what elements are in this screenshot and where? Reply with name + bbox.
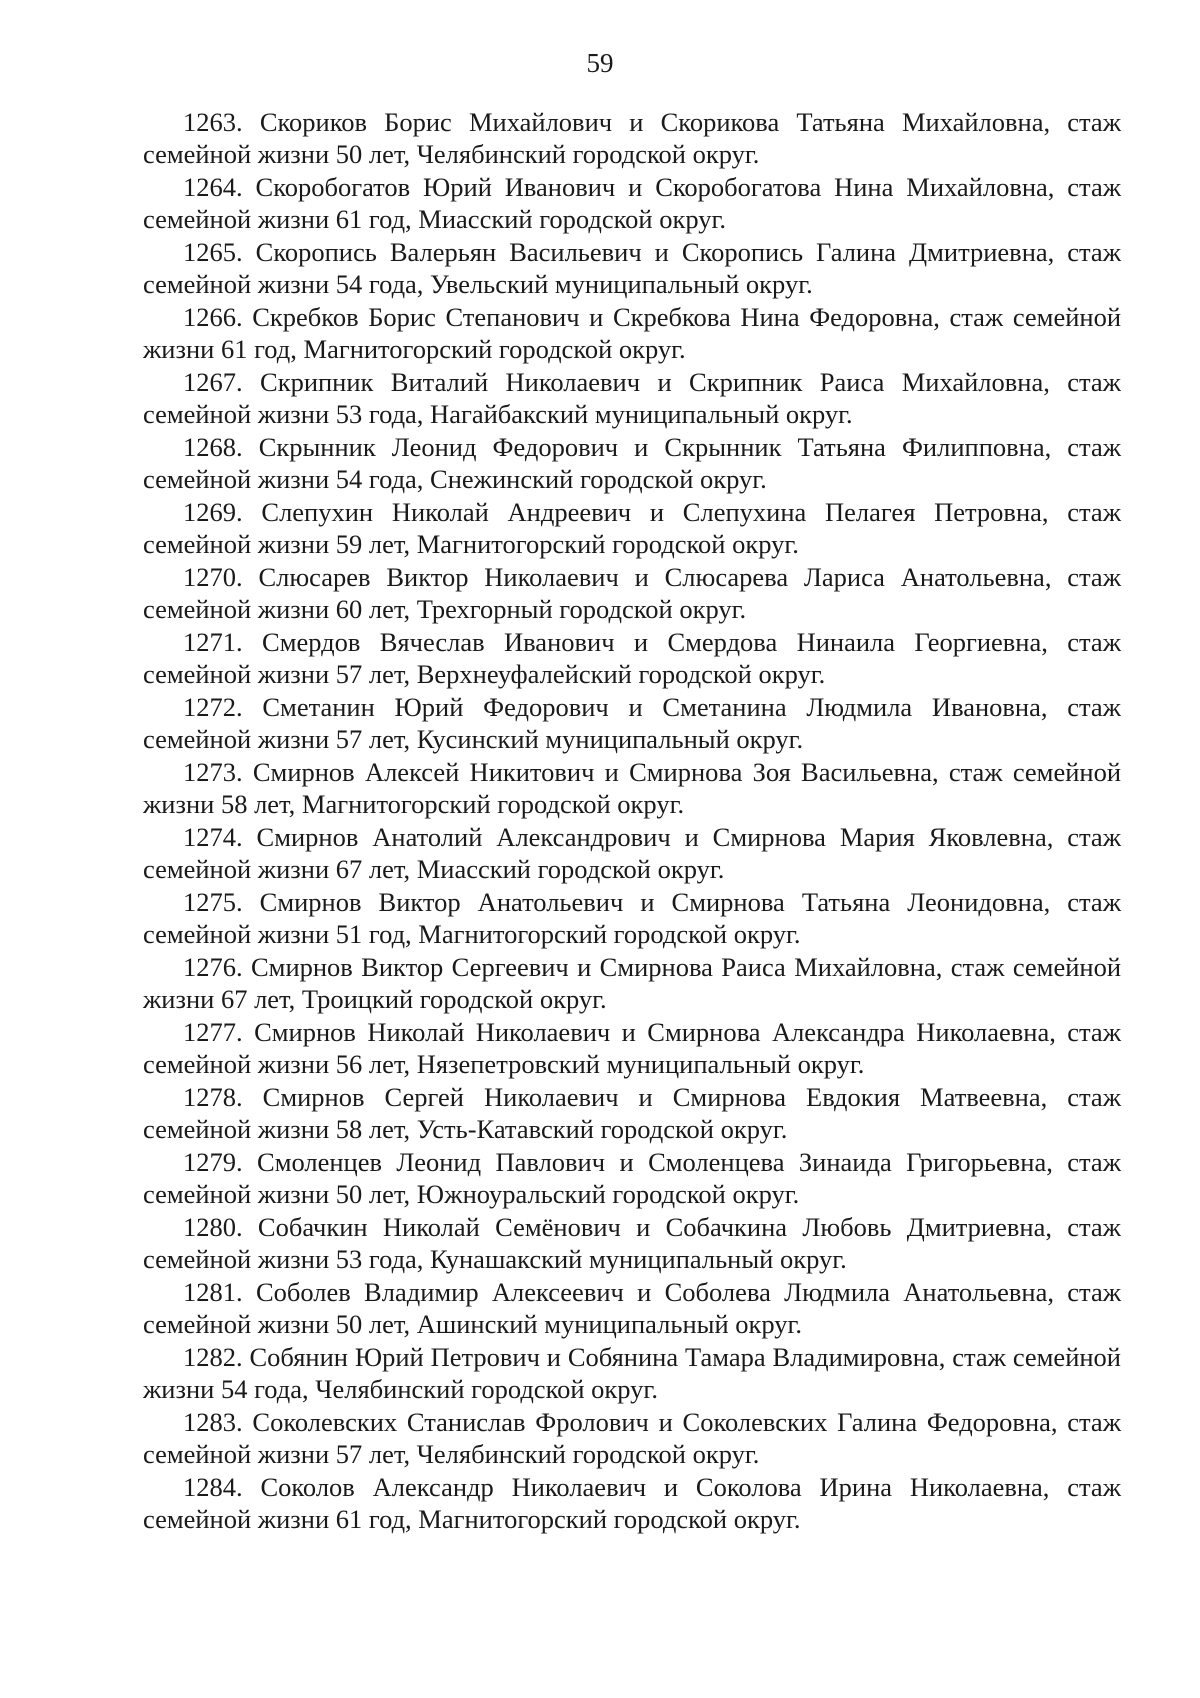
entry-text: Соколов Александр Николаевич и Соколова Ирина Николаевна, стаж семейной жизни 61 год, Магнитогорский городской округ. — [143, 1472, 1122, 1534]
list-item — [143, 951, 1121, 1015]
entry-number: 1282. — [183, 1342, 243, 1372]
list-item — [143, 821, 1121, 885]
list-item — [143, 1016, 1121, 1080]
entry-text: Смирнов Виктор Анатольевич и Смирнова Татьяна Леонидовна, стаж семейной жизни 51 год, Магнитогорский городской округ. — [143, 887, 1122, 949]
list-item — [143, 1406, 1121, 1470]
entry-number: 1273. — [183, 757, 243, 787]
entry-text: Соколевских Станислав Фролович и Соколевских Галина Федоровна, стаж семейной жизни 57 лет, Челябинский городской округ. — [143, 1407, 1121, 1469]
list-item — [143, 1341, 1121, 1405]
list-item — [143, 106, 1121, 170]
entry-number: 1281. — [183, 1277, 243, 1307]
entry-text: Скребков Борис Степанович и Скребкова Нина Федоровна, стаж семейной жизни 61 год, Магнитогорский городской округ. — [143, 302, 1121, 364]
entry-text: Смирнов Анатолий Александрович и Смирнова Мария Яковлевна, стаж семейной жизни 67 лет, Миасский городской округ. — [143, 822, 1122, 884]
entry-text: Смирнов Алексей Никитович и Смирнова Зоя Васильевна, стаж семейной жизни 58 лет, Магнитогорский городской округ. — [143, 757, 1121, 819]
list-item — [143, 1471, 1121, 1535]
entry-number: 1267. — [183, 367, 243, 397]
entry-text: Слепухин Николай Андреевич и Слепухина Пелагея Петровна, стаж семейной жизни 59 лет, Магнитогорский городской округ. — [143, 497, 1122, 559]
entry-number: 1276. — [183, 952, 243, 982]
page-number: 59 — [586, 48, 614, 78]
list-item — [143, 756, 1121, 820]
list-item — [143, 1146, 1121, 1210]
list-item — [143, 1211, 1121, 1275]
entry-number: 1266. — [183, 302, 243, 332]
entry-text: Скоропись Валерьян Васильевич и Скоропись Галина Дмитриевна, стаж семейной жизни 54 года, Увельский муниципальный округ. — [143, 237, 1122, 299]
entry-text: Смоленцев Леонид Павлович и Смоленцева Зинаида Григорьевна, стаж семейной жизни 50 лет, Южноуральский городской округ. — [143, 1147, 1121, 1209]
entry-text: Скоробогатов Юрий Иванович и Скоробогатова Нина Михайловна, стаж семейной жизни 61 год, Миасский городской округ. — [143, 172, 1122, 234]
entry-text: Скрипник Виталий Николаевич и Скрипник Раиса Михайловна, стаж семейной жизни 53 года, Нагайбакский муниципальный округ. — [143, 367, 1121, 429]
entry-number: 1274. — [183, 822, 243, 852]
entry-number: 1268. — [183, 432, 243, 462]
entry-number: 1283. — [183, 1407, 243, 1437]
entry-text: Соболев Владимир Алексеевич и Соболева Людмила Анатольевна, стаж семейной жизни 50 лет, Ашинский муниципальный округ. — [143, 1277, 1122, 1339]
entry-text: Сметанин Юрий Федорович и Сметанина Людмила Ивановна, стаж семейной жизни 57 лет, Кусинский муниципальный округ. — [143, 692, 1121, 754]
entry-text: Смердов Вячеслав Иванович и Смердова Нинаила Георгиевна, стаж семейной жизни 57 лет, Верхнеуфалейский городской округ. — [143, 627, 1121, 689]
entry-number: 1278. — [183, 1082, 243, 1112]
entry-list — [143, 106, 1121, 1536]
list-item — [143, 561, 1121, 625]
list-item — [143, 171, 1121, 235]
entry-text: Скориков Борис Михайлович и Скорикова Татьяна Михайловна, стаж семейной жизни 50 лет, Челябинский городской округ. — [143, 107, 1122, 169]
entry-number: 1269. — [183, 497, 243, 527]
entry-number: 1271. — [183, 627, 243, 657]
entry-number: 1279. — [183, 1147, 243, 1177]
list-item — [143, 366, 1121, 430]
list-item — [143, 1081, 1121, 1145]
entry-number: 1277. — [183, 1017, 243, 1047]
entry-text: Смирнов Николай Николаевич и Смирнова Александра Николаевна, стаж семейной жизни 56 лет, Нязепетровский муниципальный округ. — [143, 1017, 1122, 1079]
entry-number: 1280. — [183, 1212, 243, 1242]
list-item — [143, 431, 1121, 495]
entry-text: Собачкин Николай Семёнович и Собачкина Любовь Дмитриевна, стаж семейной жизни 53 года, Кунашакский муниципальный округ. — [143, 1212, 1121, 1274]
list-item — [143, 496, 1121, 560]
entry-number: 1264. — [183, 172, 243, 202]
list-item — [143, 626, 1121, 690]
list-item — [143, 301, 1121, 365]
entry-text: Собянин Юрий Петрович и Собянина Тамара Владимировна, стаж семейной жизни 54 года, Челябинский городской округ. — [143, 1342, 1121, 1404]
entry-number: 1270. — [183, 562, 243, 592]
entry-text: Скрынник Леонид Федорович и Скрынник Татьяна Филипповна, стаж семейной жизни 54 года, Снежинский городской округ. — [143, 432, 1122, 494]
entry-text: Слюсарев Виктор Николаевич и Слюсарева Лариса Анатольевна, стаж семейной жизни 60 лет, Трехгорный городской округ. — [143, 562, 1122, 624]
entry-text: Смирнов Виктор Сергеевич и Смирнова Раиса Михайловна, стаж семейной жизни 67 лет, Троицкий городской округ. — [143, 952, 1121, 1014]
list-item — [143, 691, 1121, 755]
entry-number: 1275. — [183, 887, 243, 917]
entry-number: 1265. — [183, 237, 243, 267]
entry-number: 1272. — [183, 692, 243, 722]
list-item — [143, 236, 1121, 300]
entry-number: 1263. — [183, 107, 243, 137]
entry-number: 1284. — [183, 1472, 243, 1502]
list-item — [143, 886, 1121, 950]
entry-text: Смирнов Сергей Николаевич и Смирнова Евдокия Матвеевна, стаж семейной жизни 58 лет, Усть-Катавский городской округ. — [143, 1082, 1121, 1144]
list-item — [143, 1276, 1121, 1340]
